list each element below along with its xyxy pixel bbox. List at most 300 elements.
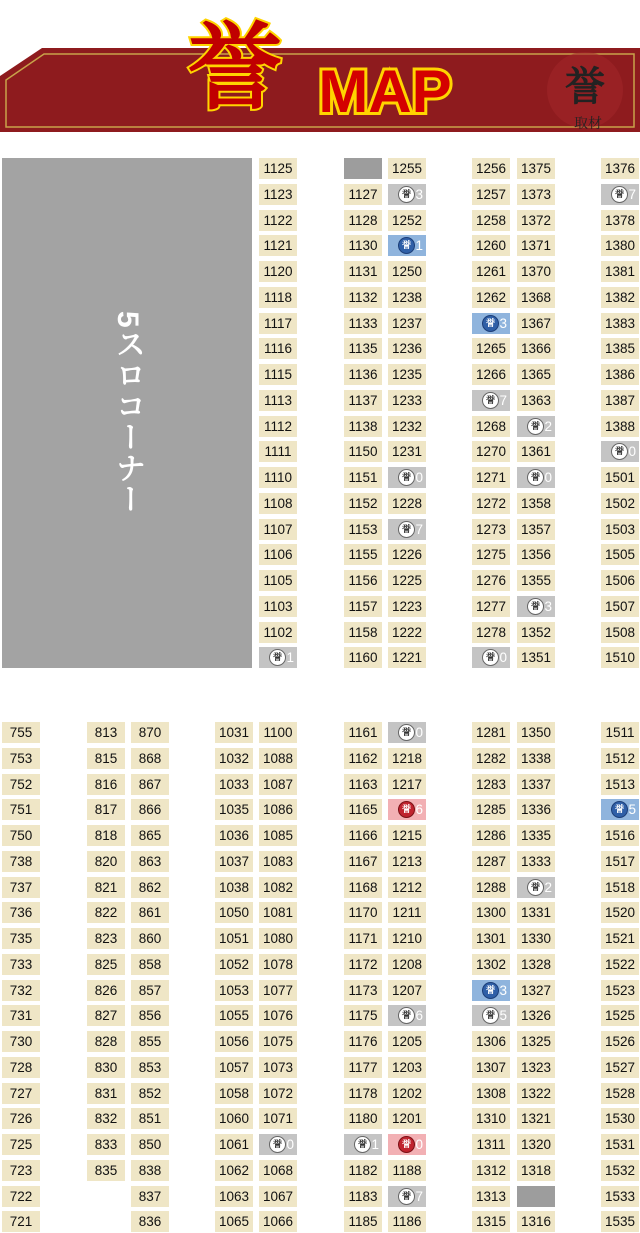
machine-number: 1173 — [344, 980, 382, 1001]
pickup-slot — [472, 647, 510, 668]
machine-number: 850 — [131, 1134, 169, 1155]
machine-number: 1131 — [344, 261, 382, 282]
machine-number: 1117 — [259, 313, 297, 334]
machine-number: 1326 — [517, 1005, 555, 1026]
machine-number: 1386 — [601, 364, 639, 385]
machine-number: 826 — [87, 980, 125, 1001]
machine-number: 1038 — [215, 877, 253, 898]
machine-number: 836 — [131, 1211, 169, 1232]
pickup-slot — [344, 1134, 382, 1155]
slot-digit: 1 — [415, 238, 423, 254]
gray-homare-icon: 誉 — [398, 1188, 415, 1205]
machine-number: 1067 — [259, 1186, 297, 1207]
gray-homare-icon: 誉 — [482, 1007, 499, 1024]
machine-number: 822 — [87, 902, 125, 923]
gray-homare-icon: 誉 — [354, 1136, 371, 1153]
machine-number: 1132 — [344, 287, 382, 308]
machine-number: 1168 — [344, 877, 382, 898]
pickup-slot — [601, 184, 639, 205]
machine-number: 753 — [2, 748, 40, 769]
machine-number: 835 — [87, 1160, 125, 1181]
machine-number: 1363 — [517, 390, 555, 411]
machine-number: 1366 — [517, 338, 555, 359]
machine-number: 1356 — [517, 544, 555, 565]
machine-number: 1123 — [259, 184, 297, 205]
machine-number: 1501 — [601, 467, 639, 488]
machine-number: 1511 — [601, 722, 639, 743]
machine-number: 828 — [87, 1031, 125, 1052]
blue-homare-icon: 誉 — [482, 315, 499, 332]
machine-number: 1075 — [259, 1031, 297, 1052]
machine-number: 1365 — [517, 364, 555, 385]
machine-number: 867 — [131, 774, 169, 795]
machine-number: 1301 — [472, 928, 510, 949]
machine-number: 1185 — [344, 1211, 382, 1232]
gray-homare-icon: 誉 — [269, 649, 286, 666]
machine-number: 1082 — [259, 877, 297, 898]
machine-number: 728 — [2, 1057, 40, 1078]
machine-number: 1033 — [215, 774, 253, 795]
machine-number: 1372 — [517, 210, 555, 231]
machine-number: 1115 — [259, 364, 297, 385]
machine-number: 1183 — [344, 1186, 382, 1207]
machine-number: 1260 — [472, 235, 510, 256]
machine-number: 1053 — [215, 980, 253, 1001]
machine-number: 1321 — [517, 1108, 555, 1129]
slot-digit: 3 — [544, 598, 552, 614]
machine-number: 1207 — [388, 980, 426, 1001]
machine-number: 1273 — [472, 519, 510, 540]
slot-digit: 7 — [415, 1188, 423, 1204]
machine-number: 1076 — [259, 1005, 297, 1026]
machine-number: 827 — [87, 1005, 125, 1026]
machine-number: 825 — [87, 954, 125, 975]
machine-number: 1525 — [601, 1005, 639, 1026]
machine-number: 1265 — [472, 338, 510, 359]
machine-number: 1311 — [472, 1134, 510, 1155]
machine-number: 1232 — [388, 416, 426, 437]
machine-number: 1258 — [472, 210, 510, 231]
slot-digit: 2 — [544, 879, 552, 895]
machine-number: 1385 — [601, 338, 639, 359]
machine-number: 1382 — [601, 287, 639, 308]
slot-corner-5 — [2, 158, 252, 668]
pickup-slot — [517, 877, 555, 898]
machine-number: 1110 — [259, 467, 297, 488]
machine-number: 1518 — [601, 877, 639, 898]
machine-number: 1505 — [601, 544, 639, 565]
machine-number: 1510 — [601, 647, 639, 668]
machine-number: 1535 — [601, 1211, 639, 1232]
machine-number: 856 — [131, 1005, 169, 1026]
machine-number: 823 — [87, 928, 125, 949]
machine-number: 1120 — [259, 261, 297, 282]
machine-number: 1350 — [517, 722, 555, 743]
machine-number: 1121 — [259, 235, 297, 256]
machine-number: 1176 — [344, 1031, 382, 1052]
machine-number: 1268 — [472, 416, 510, 437]
machine-number: 731 — [2, 1005, 40, 1026]
machine-number: 1072 — [259, 1083, 297, 1104]
machine-number: 1235 — [388, 364, 426, 385]
machine-number: 735 — [2, 928, 40, 949]
machine-number: 1333 — [517, 851, 555, 872]
machine-number: 1532 — [601, 1160, 639, 1181]
machine-number: 1225 — [388, 570, 426, 591]
machine-number: 818 — [87, 825, 125, 846]
pickup-slot — [472, 1005, 510, 1026]
pickup-slot — [517, 596, 555, 617]
machine-number: 817 — [87, 799, 125, 820]
machine-number: 1065 — [215, 1211, 253, 1232]
gray-homare-icon: 誉 — [527, 418, 544, 435]
machine-number: 1266 — [472, 364, 510, 385]
machine-number: 1522 — [601, 954, 639, 975]
machine-number: 1157 — [344, 596, 382, 617]
machine-number: 1252 — [388, 210, 426, 231]
red-homare-icon: 誉 — [398, 801, 415, 818]
machine-number: 736 — [2, 902, 40, 923]
machine-number: 1281 — [472, 722, 510, 743]
slot-digit: 0 — [415, 470, 423, 485]
machine-number: 870 — [131, 722, 169, 743]
machine-number: 1107 — [259, 519, 297, 540]
machine-number: 1222 — [388, 622, 426, 643]
machine-number: 1308 — [472, 1083, 510, 1104]
machine-number: 1177 — [344, 1057, 382, 1078]
machine-number: 1077 — [259, 980, 297, 1001]
machine-number: 1302 — [472, 954, 510, 975]
machine-number: 837 — [131, 1186, 169, 1207]
machine-number: 1271 — [472, 467, 510, 488]
machine-number: 1503 — [601, 519, 639, 540]
blue-homare-icon: 誉 — [611, 801, 628, 818]
machine-number: 1128 — [344, 210, 382, 231]
header-banner — [0, 0, 640, 140]
gray-homare-icon: 誉 — [482, 649, 499, 666]
machine-number: 1507 — [601, 596, 639, 617]
machine-number: 1170 — [344, 902, 382, 923]
machine-number: 1068 — [259, 1160, 297, 1181]
pickup-slot — [517, 467, 555, 488]
machine-number: 1512 — [601, 748, 639, 769]
slot-digit: 1 — [286, 650, 294, 666]
gray-homare-icon: 誉 — [611, 186, 628, 203]
machine-number: 1153 — [344, 519, 382, 540]
machine-number: 1203 — [388, 1057, 426, 1078]
machine-number: 1213 — [388, 851, 426, 872]
machine-number: 1352 — [517, 622, 555, 643]
machine-number: 1231 — [388, 441, 426, 462]
machine-number: 750 — [2, 825, 40, 846]
slot-digit: 6 — [415, 1008, 423, 1024]
machine-number: 865 — [131, 825, 169, 846]
machine-number: 1080 — [259, 928, 297, 949]
machine-number: 1186 — [388, 1211, 426, 1232]
machine-number: 1081 — [259, 902, 297, 923]
machine-number: 1152 — [344, 493, 382, 514]
machine-number: 1162 — [344, 748, 382, 769]
machine-number: 1136 — [344, 364, 382, 385]
machine-number: 1167 — [344, 851, 382, 872]
machine-number: 1218 — [388, 748, 426, 769]
machine-number: 1521 — [601, 928, 639, 949]
machine-number: 1283 — [472, 774, 510, 795]
machine-number: 1506 — [601, 570, 639, 591]
machine-number: 1182 — [344, 1160, 382, 1181]
svg-text:誉: 誉 — [565, 63, 605, 110]
machine-number: 1383 — [601, 313, 639, 334]
machine-number: 1285 — [472, 799, 510, 820]
machine-number: 1516 — [601, 825, 639, 846]
machine-number: 1180 — [344, 1108, 382, 1129]
machine-number: 1087 — [259, 774, 297, 795]
pickup-slot — [388, 519, 426, 540]
machine-number: 1237 — [388, 313, 426, 334]
slot-digit: 3 — [499, 982, 507, 998]
machine-number: 1058 — [215, 1083, 253, 1104]
machine-number: 1133 — [344, 313, 382, 334]
machine-number: 857 — [131, 980, 169, 1001]
machine-number: 1370 — [517, 261, 555, 282]
pickup-slot — [388, 1134, 426, 1155]
machine-number: 752 — [2, 774, 40, 795]
machine-number: 866 — [131, 799, 169, 820]
machine-number: 1528 — [601, 1083, 639, 1104]
pickup-slot — [601, 799, 639, 820]
machine-number: 861 — [131, 902, 169, 923]
machine-number: 1380 — [601, 235, 639, 256]
machine-number: 1336 — [517, 799, 555, 820]
machine-number: 1517 — [601, 851, 639, 872]
machine-number: 1071 — [259, 1108, 297, 1129]
machine-number: 1061 — [215, 1134, 253, 1155]
machine-number: 1127 — [344, 184, 382, 205]
machine-number: 1375 — [517, 158, 555, 179]
machine-number: 1328 — [517, 954, 555, 975]
machine-number: 1300 — [472, 902, 510, 923]
gray-homare-icon: 誉 — [269, 1136, 286, 1153]
machine-number: 1287 — [472, 851, 510, 872]
machine-number: 1073 — [259, 1057, 297, 1078]
machine-number: 1325 — [517, 1031, 555, 1052]
machine-number: 821 — [87, 877, 125, 898]
machine-number: 1327 — [517, 980, 555, 1001]
machine-number: 1031 — [215, 722, 253, 743]
machine-number: 1330 — [517, 928, 555, 949]
machine-number: 1217 — [388, 774, 426, 795]
machine-number: 1138 — [344, 416, 382, 437]
slot-digit: 7 — [628, 186, 636, 202]
gray-homare-icon: 誉 — [482, 392, 499, 409]
machine-number: 1212 — [388, 877, 426, 898]
pickup-slot — [388, 1186, 426, 1207]
machine-number: 1130 — [344, 235, 382, 256]
machine-number: 1150 — [344, 441, 382, 462]
machine-number: 1527 — [601, 1057, 639, 1078]
machine-number: 1526 — [601, 1031, 639, 1052]
machine-number: 1378 — [601, 210, 639, 231]
blue-homare-icon: 誉 — [398, 237, 415, 254]
pickup-slot — [472, 980, 510, 1001]
machine-number: 1050 — [215, 902, 253, 923]
machine-number: 1111 — [259, 441, 297, 462]
machine-number: 1338 — [517, 748, 555, 769]
slot-digit: 0 — [544, 470, 552, 485]
machine-number: 1057 — [215, 1057, 253, 1078]
machine-number: 738 — [2, 851, 40, 872]
pickup-slot — [517, 416, 555, 437]
machine-number: 1262 — [472, 287, 510, 308]
machine-number: 1215 — [388, 825, 426, 846]
slot-digit: 0 — [415, 725, 423, 740]
machine-number: 1387 — [601, 390, 639, 411]
machine-number: 1261 — [472, 261, 510, 282]
slot-digit: 5 — [499, 1008, 507, 1024]
machine-number: 737 — [2, 877, 40, 898]
pickup-slot — [388, 467, 426, 488]
empty-slot — [344, 158, 382, 179]
machine-number: 1272 — [472, 493, 510, 514]
pickup-slot — [472, 390, 510, 411]
machine-number: 1368 — [517, 287, 555, 308]
machine-number: 1373 — [517, 184, 555, 205]
machine-number: 1318 — [517, 1160, 555, 1181]
slot-digit: 7 — [499, 392, 507, 408]
machine-number: 1221 — [388, 647, 426, 668]
machine-number: 1355 — [517, 570, 555, 591]
machine-number: 1351 — [517, 647, 555, 668]
machine-number: 1036 — [215, 825, 253, 846]
machine-number: 1270 — [472, 441, 510, 462]
machine-number: 1523 — [601, 980, 639, 1001]
machine-number: 1158 — [344, 622, 382, 643]
slot-digit: 0 — [286, 1137, 294, 1152]
machine-number: 1060 — [215, 1108, 253, 1129]
machine-number: 1205 — [388, 1031, 426, 1052]
map-title: MAP — [318, 58, 452, 125]
machine-number: 1238 — [388, 287, 426, 308]
machine-number: 1078 — [259, 954, 297, 975]
pickup-slot — [259, 647, 297, 668]
machine-number: 1306 — [472, 1031, 510, 1052]
homare-kanji: 誉 — [187, 13, 283, 123]
machine-number: 1083 — [259, 851, 297, 872]
machine-number: 815 — [87, 748, 125, 769]
slot-digit: 1 — [371, 1137, 379, 1152]
machine-number: 1361 — [517, 441, 555, 462]
pickup-slot — [259, 1134, 297, 1155]
machine-number: 1085 — [259, 825, 297, 846]
machine-number: 1282 — [472, 748, 510, 769]
machine-number: 1320 — [517, 1134, 555, 1155]
machine-number: 1313 — [472, 1186, 510, 1207]
gray-homare-icon: 誉 — [398, 1007, 415, 1024]
machine-number: 1052 — [215, 954, 253, 975]
machine-number: 852 — [131, 1083, 169, 1104]
slot-digit: 6 — [415, 802, 423, 818]
machine-number: 1166 — [344, 825, 382, 846]
machine-number: 1307 — [472, 1057, 510, 1078]
pickup-slot — [388, 1005, 426, 1026]
machine-number: 1255 — [388, 158, 426, 179]
machine-number: 1156 — [344, 570, 382, 591]
gray-homare-icon: 誉 — [398, 724, 415, 741]
machine-number: 755 — [2, 722, 40, 743]
machine-number: 1226 — [388, 544, 426, 565]
machine-number: 1371 — [517, 235, 555, 256]
machine-number: 1151 — [344, 467, 382, 488]
machine-number: 1276 — [472, 570, 510, 591]
machine-number: 851 — [131, 1108, 169, 1129]
machine-number: 1531 — [601, 1134, 639, 1155]
machine-number: 1102 — [259, 622, 297, 643]
machine-number: 1172 — [344, 954, 382, 975]
machine-number: 1288 — [472, 877, 510, 898]
machine-number: 1062 — [215, 1160, 253, 1181]
machine-number: 1381 — [601, 261, 639, 282]
machine-number: 1125 — [259, 158, 297, 179]
machine-number: 1508 — [601, 622, 639, 643]
gray-homare-icon: 誉 — [527, 879, 544, 896]
machine-number: 1236 — [388, 338, 426, 359]
machine-number: 1210 — [388, 928, 426, 949]
machine-number: 830 — [87, 1057, 125, 1078]
machine-number: 1137 — [344, 390, 382, 411]
machine-number: 1530 — [601, 1108, 639, 1129]
slot-digit: 2 — [544, 418, 552, 434]
machine-number: 751 — [2, 799, 40, 820]
machine-number: 1388 — [601, 416, 639, 437]
machine-number: 1116 — [259, 338, 297, 359]
machine-number: 730 — [2, 1031, 40, 1052]
machine-number: 726 — [2, 1108, 40, 1129]
machine-number: 862 — [131, 877, 169, 898]
machine-number: 1358 — [517, 493, 555, 514]
machine-number: 1055 — [215, 1005, 253, 1026]
red-homare-icon: 誉 — [398, 1136, 415, 1153]
machine-number: 1256 — [472, 158, 510, 179]
pickup-slot — [388, 722, 426, 743]
machine-number: 727 — [2, 1083, 40, 1104]
machine-number: 1315 — [472, 1211, 510, 1232]
machine-number: 1171 — [344, 928, 382, 949]
machine-number: 1250 — [388, 261, 426, 282]
machine-number: 1175 — [344, 1005, 382, 1026]
machine-number: 1278 — [472, 622, 510, 643]
machine-number: 1161 — [344, 722, 382, 743]
machine-number: 1188 — [388, 1160, 426, 1181]
machine-number: 1032 — [215, 748, 253, 769]
machine-number: 1310 — [472, 1108, 510, 1129]
machine-number: 813 — [87, 722, 125, 743]
slot-digit: 5 — [628, 802, 636, 818]
pickup-slot — [388, 799, 426, 820]
empty-slot — [517, 1186, 555, 1207]
machine-number: 1502 — [601, 493, 639, 514]
machine-number: 1322 — [517, 1083, 555, 1104]
machine-number: 1178 — [344, 1083, 382, 1104]
machine-number: 1277 — [472, 596, 510, 617]
slot-digit: 3 — [499, 315, 507, 331]
machine-number: 832 — [87, 1108, 125, 1129]
machine-number: 1233 — [388, 390, 426, 411]
machine-number: 1335 — [517, 825, 555, 846]
machine-number: 1108 — [259, 493, 297, 514]
machine-number: 868 — [131, 748, 169, 769]
gray-homare-icon: 誉 — [398, 521, 415, 538]
machine-number: 1520 — [601, 902, 639, 923]
